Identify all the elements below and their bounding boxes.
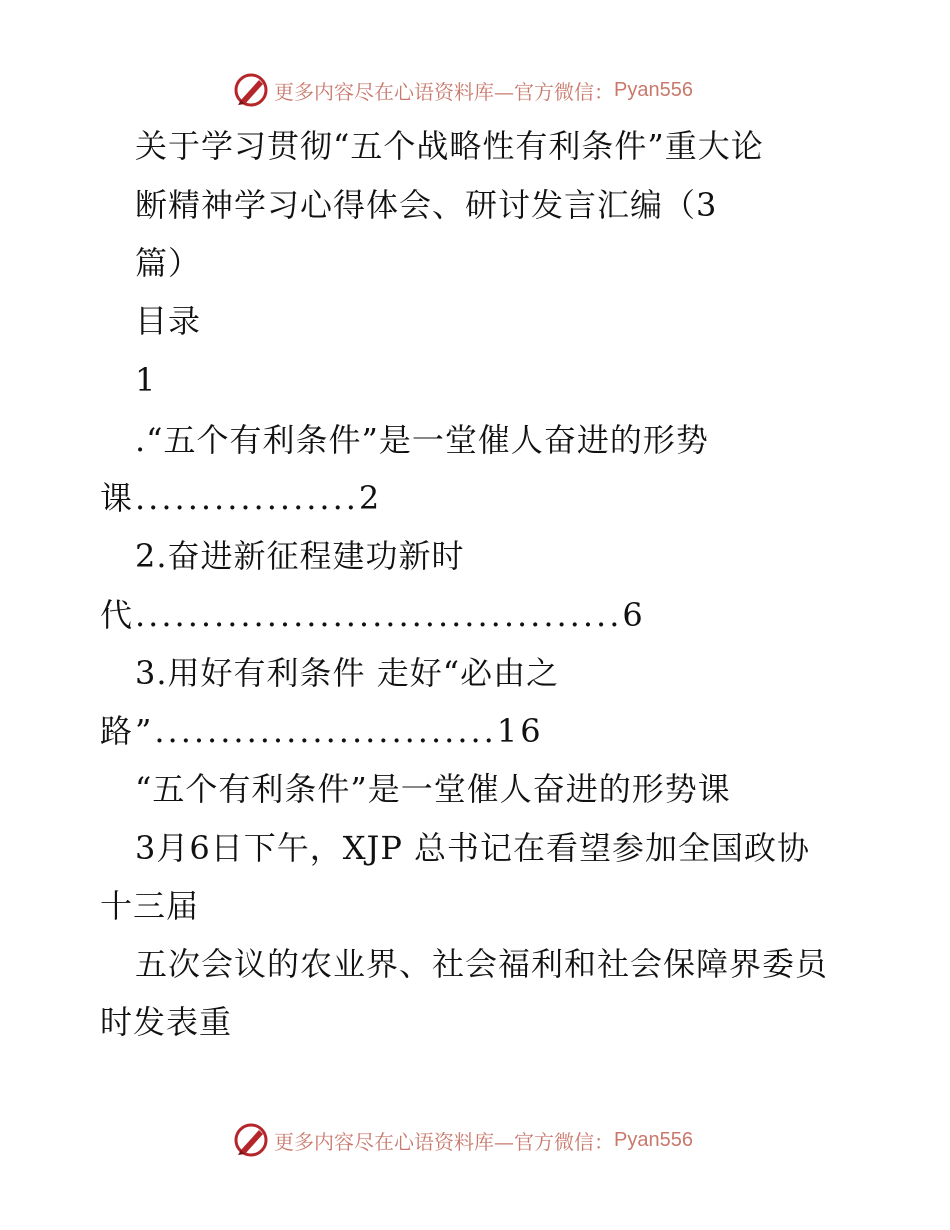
toc-item-3-page: 路”..........................16 [100, 712, 544, 750]
doc-title-line3: 篇） [135, 244, 202, 282]
toc-item-2-page: 代.....................................6 [100, 596, 646, 634]
toc-item-1-number: 1 [135, 361, 157, 399]
banner-text: 更多内容尽在心语资料库—官方微信： [274, 79, 614, 104]
toc-item-1-title: .“五个有利条件”是一堂催人奋进的形势 [135, 421, 709, 459]
paragraph-1-line1: 3月6日下午，XJP 总书记在看望参加全国政协 [135, 829, 811, 867]
banner-wechat-id: Pyan556 [614, 1128, 693, 1151]
banner-wechat-id: Pyan556 [614, 78, 693, 101]
pen-seal-icon [232, 71, 270, 109]
toc-item-1-page: 课.................2 [100, 479, 383, 517]
paragraph-1-line2: 十三届 [100, 887, 200, 925]
toc-item-2-title: 2.奋进新征程建功新时 [135, 537, 465, 575]
doc-title-line2: 断精神学习心得体会、研讨发言汇编（3 [135, 186, 718, 224]
section-heading: “五个有利条件”是一堂催人奋进的形势课 [135, 770, 731, 808]
toc-item-3-title: 3.用好有利条件 走好“必由之 [135, 654, 560, 692]
footer-banner [232, 1120, 693, 1160]
paragraph-2-line2: 时发表重 [100, 1003, 233, 1041]
paragraph-2-line1: 五次会议的农业界、社会福利和社会保障界委员 [135, 945, 829, 983]
header-banner [232, 70, 693, 110]
pen-seal-icon [232, 1121, 270, 1159]
toc-heading: 目录 [135, 302, 202, 340]
doc-title-line1: 关于学习贯彻“五个战略性有利条件”重大论 [135, 127, 764, 165]
banner-text: 更多内容尽在心语资料库—官方微信： [274, 1129, 614, 1154]
